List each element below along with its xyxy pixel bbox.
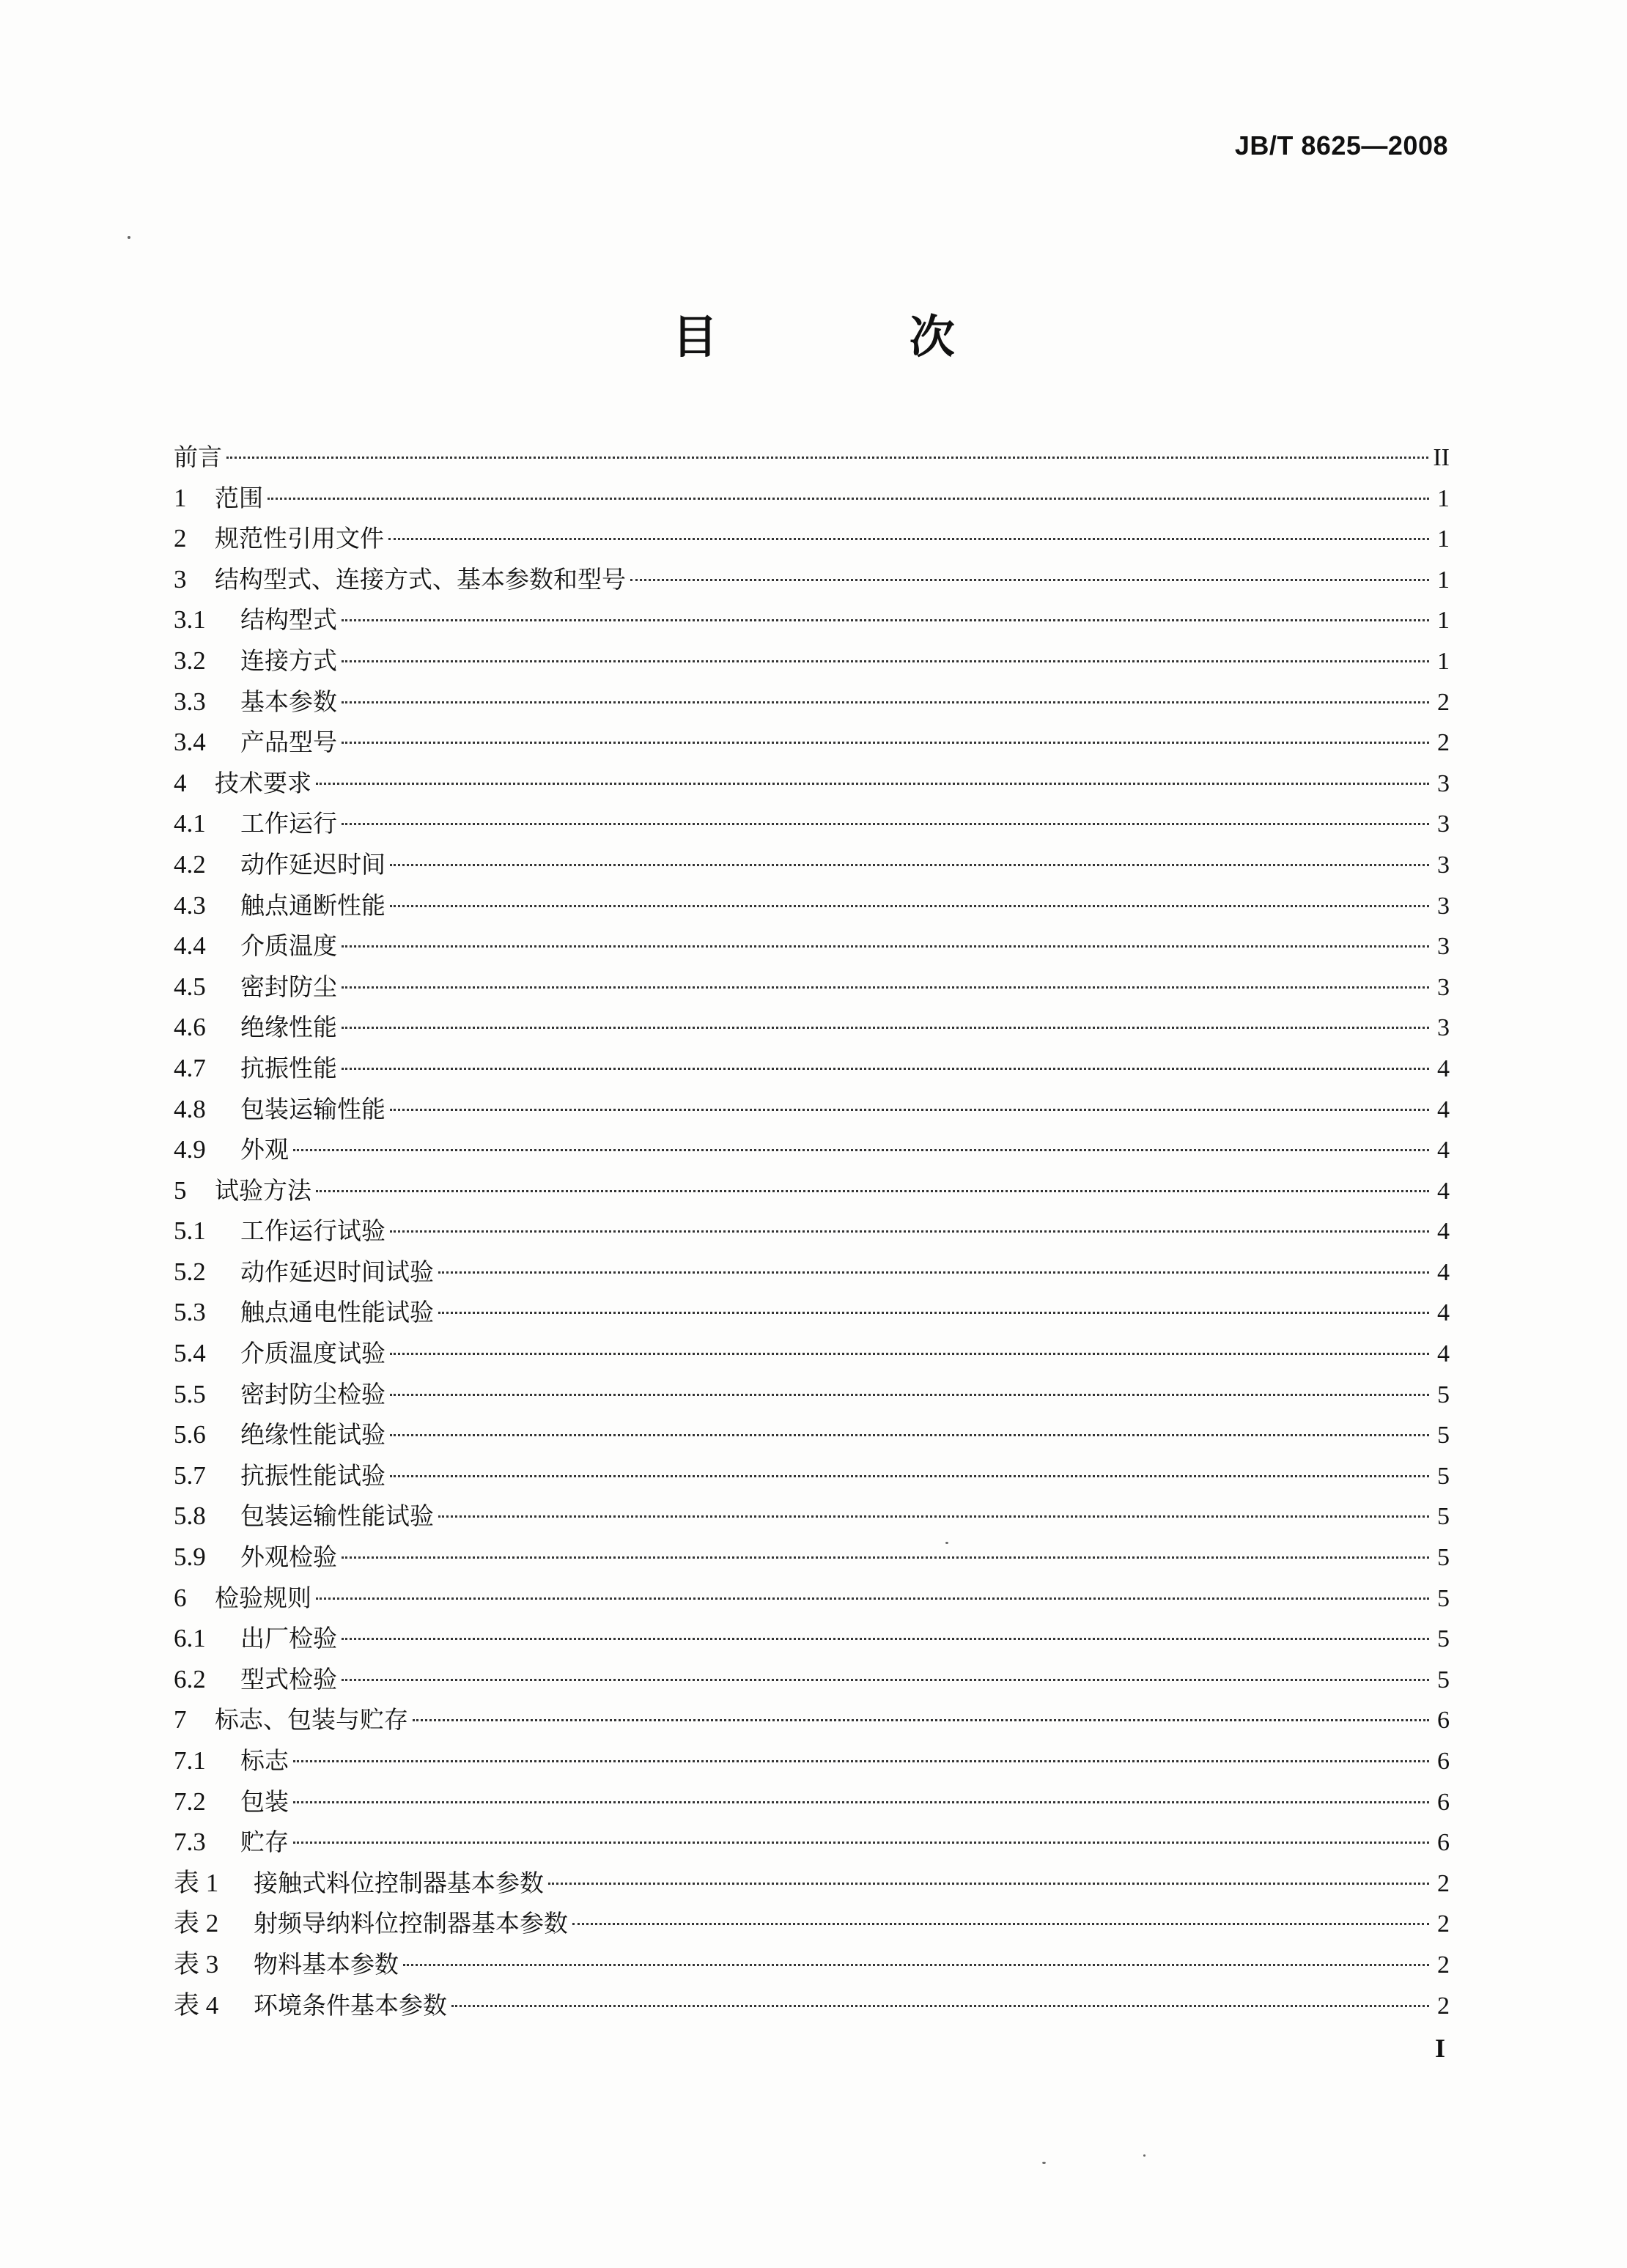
- toc-entry-number: 4.4: [174, 931, 206, 961]
- toc-leader-dots: [293, 1842, 1429, 1844]
- toc-leader-dots: [413, 1719, 1429, 1721]
- toc-entry-label: 动作延迟时间试验: [240, 1257, 434, 1286]
- toc-entry-page: 4: [1437, 1299, 1450, 1327]
- toc-entry-number: 4.6: [174, 1013, 206, 1042]
- toc-entry-label: 包装运输性能试验: [240, 1501, 434, 1531]
- toc-entry-label: 型式检验: [240, 1664, 337, 1693]
- toc-entry-number: 5.8: [174, 1501, 206, 1531]
- toc-entry[interactable]: [174, 1863, 1450, 1904]
- standard-code: JB/T 8625—2008: [1234, 130, 1448, 160]
- toc-leader-dots: [293, 1149, 1429, 1151]
- toc-entry-number: 7.3: [174, 1828, 206, 1857]
- toc-entry-page: 1: [1437, 647, 1450, 675]
- scan-speck: [1143, 2154, 1145, 2157]
- toc-entry-number: 7.2: [174, 1787, 206, 1816]
- toc-entry-page: 5: [1437, 1544, 1450, 1572]
- toc-entry[interactable]: [174, 681, 1450, 723]
- toc-entry-page: 3: [1437, 1014, 1450, 1042]
- toc-entry-page: 5: [1437, 1625, 1450, 1653]
- toc-entry-number: 5.9: [174, 1543, 206, 1572]
- toc-entry[interactable]: [174, 1048, 1450, 1089]
- toc-entry-page: 4: [1437, 1218, 1450, 1246]
- toc-entry-number: 6.2: [174, 1664, 206, 1693]
- toc-entry[interactable]: [174, 1455, 1450, 1496]
- toc-entry-label: 绝缘性能: [240, 1013, 337, 1042]
- toc-entry[interactable]: [174, 1578, 1450, 1619]
- toc-entry-label: 介质温度试验: [240, 1339, 385, 1368]
- toc-leader-dots: [438, 1312, 1429, 1314]
- toc-entry-label: 范围: [215, 483, 263, 512]
- toc-leader-dots: [293, 1801, 1429, 1803]
- toc-entry-page: 2: [1437, 1951, 1450, 1979]
- toc-entry-label: 试验方法: [215, 1175, 311, 1205]
- page-number: I: [1434, 2034, 1445, 2063]
- toc-entry[interactable]: [174, 1699, 1450, 1740]
- toc-entry-page: 1: [1437, 525, 1450, 553]
- toc-entry-label: 环境条件基本参数: [254, 1990, 447, 2020]
- toc-entry[interactable]: [174, 967, 1450, 1008]
- toc-entry-page: 4: [1437, 1137, 1450, 1164]
- toc-leader-dots: [572, 1923, 1429, 1925]
- toc-entry-label: 出厂检验: [240, 1624, 337, 1653]
- page-title: 目 次: [672, 310, 1043, 363]
- toc-entry-page: 6: [1437, 1707, 1450, 1735]
- toc-entry-label: 接触式料位控制器基本参数: [254, 1868, 544, 1897]
- toc-entry[interactable]: [174, 1618, 1450, 1659]
- toc-leader-dots: [451, 2005, 1429, 2007]
- scan-speck: [128, 236, 130, 239]
- toc-entry-page: 1: [1437, 607, 1450, 635]
- toc-entry-label: 包装: [240, 1787, 289, 1816]
- toc-entry-number: 3: [174, 564, 187, 594]
- toc-entry[interactable]: [174, 1292, 1450, 1333]
- toc-entry-page: 5: [1437, 1503, 1450, 1531]
- toc-entry-page: 3: [1437, 769, 1450, 797]
- toc-entry-page: 5: [1437, 1381, 1450, 1408]
- toc-leader-dots: [268, 498, 1429, 500]
- toc-leader-dots: [388, 538, 1429, 540]
- toc-entry-label: 产品型号: [240, 728, 337, 757]
- toc-entry-label: 连接方式: [240, 646, 337, 675]
- toc-entry[interactable]: [174, 1211, 1450, 1252]
- toc-entry[interactable]: [174, 640, 1450, 681]
- toc-entry-page: 5: [1437, 1666, 1450, 1693]
- toc-entry[interactable]: [174, 437, 1450, 478]
- toc-entry-page: 6: [1437, 1748, 1450, 1775]
- toc-entry-number: 表 3: [174, 1949, 219, 1979]
- toc-entry[interactable]: [174, 1985, 1450, 2026]
- toc-entry[interactable]: [174, 1659, 1450, 1700]
- toc-leader-dots: [438, 1271, 1429, 1274]
- toc-entry[interactable]: [174, 1170, 1450, 1211]
- toc-entry-number: 5.6: [174, 1420, 206, 1449]
- toc-leader-dots: [316, 1190, 1429, 1192]
- toc-entry-label: 密封防尘: [240, 972, 337, 1001]
- toc-entry-page: 6: [1437, 1788, 1450, 1816]
- toc-entry[interactable]: [174, 844, 1450, 885]
- toc-entry[interactable]: [174, 803, 1450, 844]
- toc-entry-page: 2: [1437, 729, 1450, 757]
- toc-entry[interactable]: [174, 1903, 1450, 1944]
- toc-entry-label: 包装运输性能: [240, 1094, 385, 1123]
- toc-entry[interactable]: [174, 1496, 1450, 1537]
- toc-entry[interactable]: [174, 763, 1450, 804]
- toc-leader-dots: [342, 742, 1429, 744]
- toc-leader-dots: [342, 823, 1429, 825]
- toc-leader-dots: [342, 1068, 1429, 1070]
- toc-entry-page: 2: [1437, 1910, 1450, 1938]
- toc-entry-page: 4: [1437, 1096, 1450, 1123]
- toc-entry-number: 5: [174, 1175, 187, 1205]
- toc-leader-dots: [342, 945, 1429, 948]
- toc-leader-dots: [438, 1515, 1429, 1518]
- toc-entry-label: 物料基本参数: [254, 1949, 399, 1979]
- toc-entry-page: 3: [1437, 851, 1450, 879]
- toc-entry-number: 6.1: [174, 1624, 206, 1653]
- toc-entry-page: 2: [1437, 688, 1450, 716]
- toc-entry-number: 4.2: [174, 849, 206, 879]
- toc-leader-dots: [342, 660, 1429, 662]
- toc-entry-number: 5.4: [174, 1339, 206, 1368]
- scan-speck: [945, 1542, 948, 1544]
- toc-entry-label: 介质温度: [240, 931, 337, 961]
- toc-entry-label: 标志: [240, 1746, 289, 1775]
- toc-entry-label: 抗振性能试验: [240, 1460, 385, 1490]
- toc-leader-dots: [342, 986, 1429, 989]
- toc-entry[interactable]: [174, 1944, 1450, 1985]
- toc-entry-number: 3.4: [174, 728, 206, 757]
- toc-entry-number: 6: [174, 1583, 187, 1612]
- toc-entry-page: 2: [1437, 1992, 1450, 2020]
- toc-entry-label: 绝缘性能试验: [240, 1420, 385, 1449]
- toc-leader-dots: [316, 783, 1429, 785]
- toc-entry-number: 3.1: [174, 605, 206, 635]
- toc-entry[interactable]: [174, 926, 1450, 967]
- toc-entry-label: 触点通断性能: [240, 890, 385, 920]
- toc-entry[interactable]: [174, 1129, 1450, 1170]
- toc-entry[interactable]: [174, 1781, 1450, 1822]
- toc-entry-label: 外观检验: [240, 1543, 337, 1572]
- toc-leader-dots: [342, 1679, 1429, 1681]
- toc-entry[interactable]: [174, 518, 1450, 559]
- toc-leader-dots: [548, 1883, 1429, 1885]
- toc-entry-number: 4.1: [174, 809, 206, 838]
- toc-leader-dots: [316, 1597, 1429, 1600]
- toc-entry-number: 3.2: [174, 646, 206, 675]
- toc-entry-page: 3: [1437, 973, 1450, 1001]
- toc-entry-label: 前言: [174, 443, 222, 471]
- toc-entry-page: 5: [1437, 1422, 1450, 1449]
- toc-entry-number: 4: [174, 768, 187, 797]
- toc-entry-label: 基本参数: [240, 687, 337, 716]
- toc-entry-label: 规范性引用文件: [215, 524, 384, 553]
- toc-entry-label: 检验规则: [215, 1583, 311, 1612]
- toc-entry-number: 7.1: [174, 1746, 206, 1775]
- toc-leader-dots: [390, 1394, 1429, 1396]
- toc-entry-page: 6: [1437, 1829, 1450, 1857]
- toc-entry[interactable]: [174, 478, 1450, 519]
- scan-speck: [1042, 2162, 1046, 2164]
- toc-entry-label: 结构型式、连接方式、基本参数和型号: [215, 564, 626, 594]
- toc-entry-page: 4: [1437, 1340, 1450, 1368]
- toc-entry-label: 技术要求: [215, 768, 311, 797]
- toc-leader-dots: [390, 905, 1429, 907]
- toc-entry-label: 工作运行试验: [240, 1216, 385, 1246]
- toc-entry[interactable]: [174, 1089, 1450, 1130]
- toc-entry-page: 4: [1437, 1258, 1450, 1286]
- toc-entry-number: 4.7: [174, 1053, 206, 1082]
- toc-entry-label: 工作运行: [240, 809, 337, 838]
- toc-leader-dots: [390, 1475, 1429, 1477]
- toc-entry-label: 外观: [240, 1135, 289, 1164]
- toc-leader-dots: [390, 864, 1429, 866]
- toc-entry-page: 5: [1437, 1584, 1450, 1612]
- toc-entry-label: 动作延迟时间: [240, 849, 385, 879]
- toc-entry-page: 1: [1437, 484, 1450, 512]
- toc-entry-number: 4.9: [174, 1135, 206, 1164]
- toc-entry-number: 5.5: [174, 1379, 206, 1408]
- toc-entry[interactable]: [174, 1333, 1450, 1374]
- toc-entry-number: 7: [174, 1705, 187, 1735]
- table-of-contents: [174, 437, 1450, 2025]
- toc-leader-dots: [293, 1760, 1429, 1762]
- toc-entry-number: 3.3: [174, 687, 206, 716]
- toc-entry-page: 3: [1437, 933, 1450, 961]
- toc-leader-dots: [403, 1964, 1429, 1966]
- toc-entry-label: 密封防尘检验: [240, 1379, 385, 1408]
- toc-leader-dots: [390, 1434, 1429, 1436]
- toc-entry-number: 表 2: [174, 1909, 219, 1938]
- toc-entry-number: 4.3: [174, 890, 206, 920]
- toc-entry[interactable]: [174, 1007, 1450, 1048]
- toc-entry-label: 结构型式: [240, 605, 337, 635]
- toc-entry-number: 5.3: [174, 1298, 206, 1327]
- toc-entry[interactable]: [174, 1822, 1450, 1863]
- toc-entry[interactable]: [174, 1740, 1450, 1781]
- toc-leader-dots: [630, 579, 1429, 581]
- toc-entry-page: 4: [1437, 1177, 1450, 1205]
- toc-entry[interactable]: [174, 1252, 1450, 1293]
- toc-leader-dots: [342, 619, 1429, 621]
- toc-entry-page: 3: [1437, 810, 1450, 838]
- toc-leader-dots: [342, 1556, 1429, 1559]
- toc-entry-number: 表 4: [174, 1990, 219, 2020]
- toc-leader-dots: [342, 1027, 1429, 1029]
- toc-entry-number: 4.8: [174, 1094, 206, 1123]
- toc-leader-dots: [342, 701, 1429, 703]
- toc-entry-number: 2: [174, 524, 187, 553]
- toc-entry-number: 表 1: [174, 1868, 219, 1897]
- toc-entry-number: 4.5: [174, 972, 206, 1001]
- toc-entry[interactable]: [174, 722, 1450, 763]
- toc-leader-dots: [390, 1353, 1429, 1355]
- toc-entry-number: 5.2: [174, 1257, 206, 1286]
- toc-entry[interactable]: [174, 885, 1450, 926]
- toc-leader-dots: [390, 1230, 1429, 1233]
- toc-entry-page: II: [1433, 444, 1450, 471]
- toc-leader-dots: [226, 457, 1428, 459]
- toc-entry-label: 射频导纳料位控制器基本参数: [254, 1909, 568, 1938]
- toc-entry[interactable]: [174, 559, 1450, 600]
- toc-leader-dots: [342, 1638, 1429, 1640]
- toc-entry[interactable]: [174, 1414, 1450, 1455]
- toc-entry-page: 4: [1437, 1054, 1450, 1082]
- toc-entry-page: 5: [1437, 1462, 1450, 1490]
- toc-entry-label: 贮存: [240, 1828, 289, 1857]
- toc-entry-page: 3: [1437, 892, 1450, 920]
- toc-entry-page: 1: [1437, 566, 1450, 594]
- toc-entry-number: 5.7: [174, 1460, 206, 1490]
- toc-entry-page: 2: [1437, 1869, 1450, 1897]
- toc-entry-label: 抗振性能: [240, 1053, 337, 1082]
- toc-entry-label: 触点通电性能试验: [240, 1298, 434, 1327]
- toc-entry[interactable]: [174, 1537, 1450, 1578]
- toc-entry[interactable]: [174, 1374, 1450, 1415]
- toc-entry-number: 1: [174, 483, 187, 512]
- toc-entry-label: 标志、包装与贮存: [215, 1705, 408, 1735]
- toc-leader-dots: [390, 1109, 1429, 1111]
- toc-entry[interactable]: [174, 599, 1450, 640]
- toc-entry-number: 5.1: [174, 1216, 206, 1246]
